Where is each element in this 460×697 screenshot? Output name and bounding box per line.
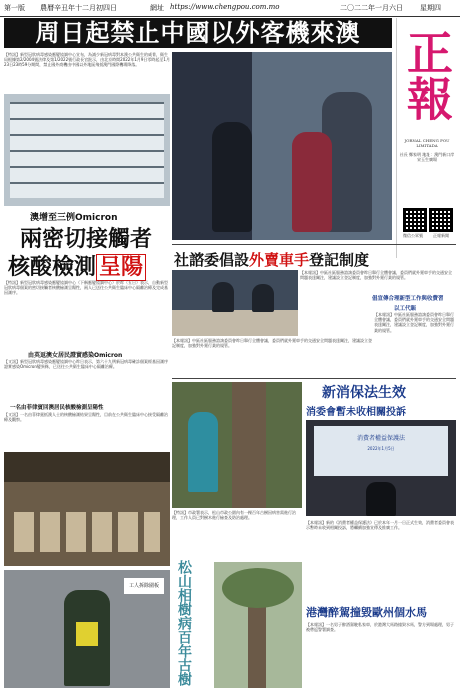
- consumer-headline-red: 外賣車手: [249, 251, 310, 269]
- masthead-title: [399, 20, 455, 130]
- consumer-lead-2: 【本報訊】中區社區服務諮詢委員會昨日舉行全體會議，委員們就外賣車手的交通安全問題表達關注，建議設立登記制度，加強對外賣行業的規管。: [172, 338, 372, 349]
- consumer2-headline-1: 新消保法生效: [322, 385, 406, 401]
- speaker-figure: [366, 482, 396, 516]
- presentation-screen: [314, 426, 448, 476]
- tree-vertical-headline: 松山相樹病百年古樹: [176, 560, 192, 686]
- harbor-body: 【本報訊】一名男子醉酒駕駛私家車，於港灣大馬路撞毀水馬，警方到場處理，男子被帶返警署調查。: [306, 622, 454, 633]
- screen-title: 消費者權益保護法: [356, 435, 405, 442]
- person-figure: [292, 132, 332, 232]
- tables: [14, 512, 160, 552]
- consumer-headline-main: 社諮委倡設: [174, 251, 250, 269]
- lead-photo: [172, 52, 392, 240]
- person-figure: [212, 282, 234, 312]
- omicron2-body: 【又訊】新型冠狀病毒感染應變協調中心昨日表示，第六十九例新冠病毒確診個案經基因測序證實感染Omicron變異株，已送往公共衛生臨床中心隔離治療。: [4, 359, 168, 370]
- omicron-body: 【特訊】新型冠狀病毒感染應變協調中心（下稱應變協調中心）於昨（五日）表示，自動新型冠狀病毒個案的密切接觸者核酸檢測呈陽性，兩人已送往公共衛生臨床中心隔離治療及完成基因測序。: [4, 280, 168, 296]
- page-label: 第一版: [4, 4, 25, 12]
- worker-caption: 工人拆除圍板: [124, 578, 164, 594]
- consumer-side-body: 【本報訊】中區社區服務諮詢委員會昨日舉行全體會議，委員們就外賣車手的交通安全問題表達關注，建議設立登記制度，加強對外賣行業的規管。: [374, 312, 454, 333]
- masthead-info: 社長 鄭家明 地址：澳門新口岸宋玉生廣場: [399, 152, 455, 162]
- omicron-headline-1: 兩密切接觸者: [20, 227, 153, 252]
- omicron-kicker: 澳增至三例Omicron: [30, 213, 118, 223]
- press-photo: [306, 420, 456, 516]
- qr-code-app[interactable]: [429, 208, 453, 232]
- person-figure: [212, 122, 252, 232]
- qr-code-wechat[interactable]: [403, 208, 427, 232]
- consumer-subhead2: 以工代賑: [394, 306, 417, 312]
- masthead-english: JORNAL CHENG POU LIMITADA: [404, 138, 450, 148]
- consumer-headline-end: 登記制度: [309, 251, 370, 269]
- section-divider: [172, 378, 456, 379]
- weekday: 星期四: [420, 4, 441, 12]
- tree-body: 【特訊】市政署表示，松山市政公園內有一棵百年古樹因病害需進行治理，工作人員已對樹木進行檢查及防治處理。: [172, 510, 296, 521]
- tree-canopy: [222, 568, 294, 608]
- suspect-headline: 一名由菲律賓回澳居民核酸檢測呈陽性: [10, 405, 104, 411]
- restaurant-photo: [4, 452, 170, 566]
- wechat-label: 微信公眾號: [403, 233, 423, 238]
- harbor-headline: 港灣醉駕撞毀歐州個水馬: [306, 606, 427, 619]
- site-label: 網址: [150, 4, 164, 12]
- suspect-body: 【又訊】一名由菲律賓抵澳人士的核酸檢測結果呈陽性，目前在公共衛生臨床中心接受隔離治療及觀察。: [4, 412, 168, 423]
- section-divider: [172, 244, 456, 245]
- omicron-headline-2b: 呈陽: [96, 254, 146, 281]
- worker-figure: [188, 412, 218, 492]
- safety-vest: [76, 622, 98, 646]
- ceiling: [4, 452, 170, 482]
- omicron2-headline: 由英返澳女居民證實感染Omicron: [28, 352, 123, 359]
- screen-subtitle: 2022年1月5日: [367, 446, 395, 451]
- meeting-table: [172, 310, 298, 336]
- hotel-photo: [4, 94, 170, 206]
- lead-excerpt: 【特訊】新型冠狀病毒感染應變協調中心宣布，為減少新冠病毒對本澳公共衛生的威脅，衛生局根據第2/2004號法律及第1/2022號行政長官批示，由北京時間2022年1月9日零時起至1月23日23時59分期間，禁止國外商機由中國以外地區飛抵澳門國際機場降落。: [4, 52, 170, 68]
- lunar-date: 農曆辛丑年十二月初四日: [40, 4, 117, 12]
- meeting-photo: [172, 270, 298, 336]
- omicron-headline-2a: 核酸檢測: [8, 255, 97, 280]
- tree-small-photo: [214, 562, 302, 688]
- worker-photo: [4, 570, 170, 688]
- masthead-title-text: 正報: [400, 29, 454, 121]
- consumer-lead: 【本報訊】中區社區服務諮詢委員會昨日舉行全體會議，委員們就外賣車手的交通安全問題表達關注，建議設立登記制度，加強對外賣行業的規管。: [300, 270, 452, 281]
- app-label: 正報新聞: [433, 233, 449, 238]
- issue-date: 二〇二二年一月六日: [340, 4, 403, 12]
- site-url[interactable]: https://www.chengpou.com.mo: [170, 3, 280, 11]
- tree-trunk: [232, 382, 266, 508]
- consumer2-headline-2: 消委會暫未收相關投訴: [306, 407, 406, 418]
- consumer-subhead: 倡宣傳合理新型工作與收費習: [372, 296, 444, 302]
- masthead: [396, 18, 457, 258]
- lead-headline: 周日起禁止中國以外客機來澳: [4, 18, 392, 48]
- building-facade: [10, 102, 164, 198]
- tree-photo: [172, 382, 302, 508]
- consumer2-body: 【本報訊】新的《消費者權益保護法》已於本年一月一日正式生效，消費者委員會表示暫時未收到相關投訴，將繼續加強宣傳及推廣工作。: [306, 520, 454, 531]
- person-figure: [252, 284, 274, 312]
- top-bar: [0, 0, 460, 17]
